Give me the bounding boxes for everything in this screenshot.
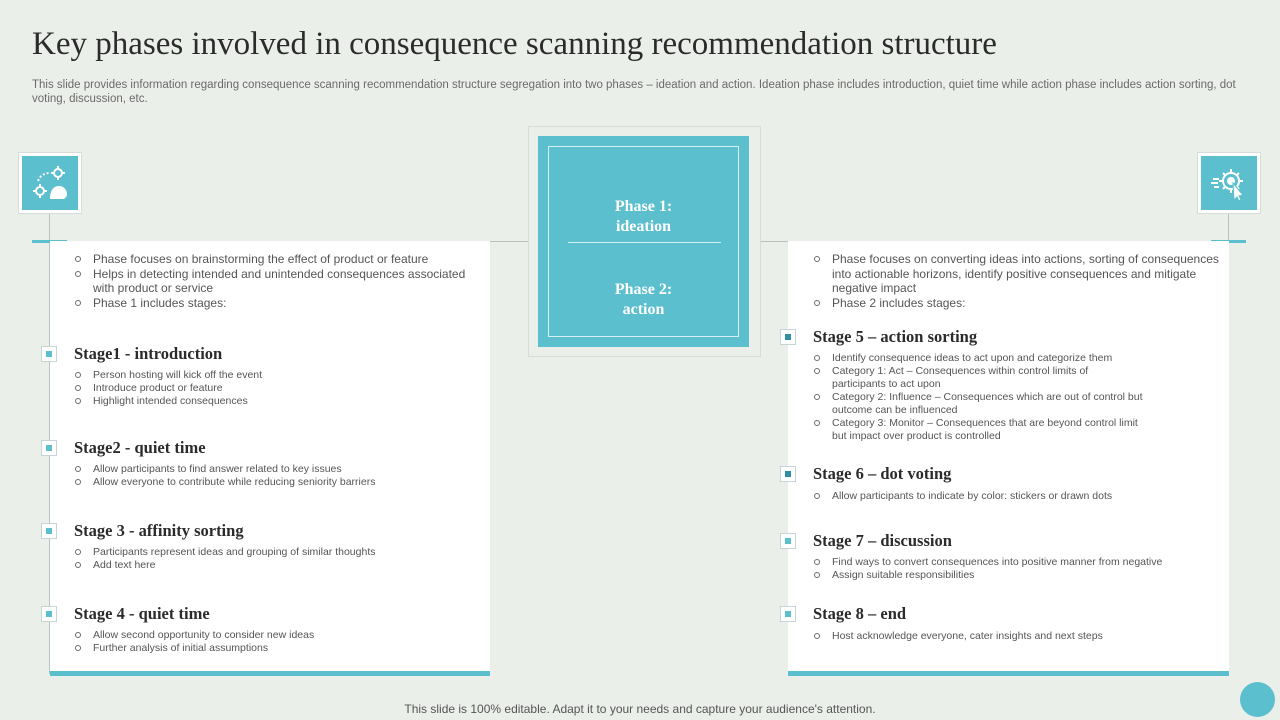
- stage7-title: Stage 7 – discussion: [813, 531, 952, 550]
- panel-accent-bar: [50, 671, 490, 676]
- stage3-marker: [41, 523, 57, 539]
- list-item: Phase focuses on converting ideas into actions, sorting of consequences into actionable horizons, identify positive consequences and mitigate negative impact: [813, 252, 1225, 296]
- phase1-label-line2: ideation: [615, 218, 672, 235]
- stage5-bullets: [813, 352, 1143, 443]
- list-item: Category 2: Influence – Consequences which are out of control but outcome can be influenced: [813, 391, 1143, 417]
- stage7-bullets: [813, 556, 1213, 582]
- panel-accent-bar: [788, 671, 1229, 676]
- cursor-gear-icon: [1197, 152, 1261, 214]
- list-item: Phase focuses on brainstorming the effect of product or feature: [74, 252, 474, 267]
- corner-circle-button[interactable]: [1240, 682, 1275, 717]
- phase-box-inner: [548, 146, 739, 337]
- phase-divider: [568, 242, 721, 243]
- stage2-bullets: [74, 463, 474, 489]
- list-item: Introduce product or feature: [74, 382, 474, 395]
- stage5-marker: [780, 329, 796, 345]
- list-item: Allow second opportunity to consider new ideas: [74, 629, 474, 642]
- list-item: Person hosting will kick off the event: [74, 369, 474, 382]
- stage6-title: Stage 6 – dot voting: [813, 464, 952, 483]
- list-item: Phase 1 includes stages:: [74, 296, 474, 311]
- stage3-title: Stage 3 - affinity sorting: [74, 521, 244, 540]
- stage2-title: Stage2 - quiet time: [74, 438, 206, 457]
- stage5-title: Stage 5 – action sorting: [813, 327, 978, 346]
- stage6-marker: [780, 466, 796, 482]
- stage4-bullets: [74, 629, 474, 655]
- list-item: Phase 2 includes stages:: [813, 296, 1225, 311]
- stage4-title: Stage 4 - quiet time: [74, 604, 210, 623]
- phase2-label-line2: action: [622, 301, 665, 318]
- stage8-bullets: [813, 630, 1213, 643]
- stage6-bullets: [813, 490, 1213, 503]
- page-subtitle: This slide provides information regarding consequence scanning recommendation structure segregation into two phases – ideation and action. Ideation phase includes introduction, quiet time while action phase includes action sorting, dot voting, discussion, etc.: [32, 79, 1236, 105]
- stage8-marker: [780, 606, 796, 622]
- stage3-bullets: [74, 546, 474, 572]
- phase2-label: [549, 280, 738, 320]
- list-item: Category 1: Act – Consequences within control limits of participants to act upon: [813, 365, 1143, 391]
- stage1-marker: [41, 346, 57, 362]
- list-item: Participants represent ideas and grouping of similar thoughts: [74, 546, 474, 559]
- page-title: Key phases involved in consequence scanning recommendation structure: [32, 26, 997, 62]
- footer-note: This slide is 100% editable. Adapt it to your needs and capture your audience's attention.: [404, 702, 876, 716]
- stage8-title: Stage 8 – end: [813, 604, 907, 623]
- stage4-marker: [41, 606, 57, 622]
- list-item: Find ways to convert consequences into positive manner from negative: [813, 556, 1213, 569]
- list-item: Category 3: Monitor – Consequences that are beyond control limit but impact over product is controlled: [813, 417, 1143, 443]
- brain-gears-icon: [18, 152, 82, 214]
- list-item: Assign suitable responsibilities: [813, 569, 1213, 582]
- stage1-title: Stage1 - introduction: [74, 344, 223, 363]
- phase1-intro-list: [74, 252, 474, 310]
- phase-box: [538, 136, 749, 347]
- left-connector-h: [490, 241, 528, 242]
- phase2-intro-list: [813, 252, 1225, 310]
- phase2-label-line1: Phase 2:: [614, 281, 673, 298]
- right-connector-h: [761, 241, 788, 242]
- stage2-marker: [41, 440, 57, 456]
- phase1-label-line1: Phase 1:: [614, 198, 673, 215]
- list-item: Allow participants to indicate by color: stickers or drawn dots: [813, 490, 1213, 503]
- stage1-bullets: [74, 369, 474, 408]
- list-item: Add text here: [74, 559, 474, 572]
- phase1-label: [549, 197, 738, 237]
- list-item: Host acknowledge everyone, cater insights and next steps: [813, 630, 1213, 643]
- list-item: Highlight intended consequences: [74, 395, 474, 408]
- list-item: Helps in detecting intended and unintended consequences associated with product or service: [74, 267, 474, 296]
- list-item: Identify consequence ideas to act upon and categorize them: [813, 352, 1143, 365]
- list-item: Allow everyone to contribute while reducing seniority barriers: [74, 476, 474, 489]
- list-item: Allow participants to find answer related to key issues: [74, 463, 474, 476]
- list-item: Further analysis of initial assumptions: [74, 642, 474, 655]
- stage7-marker: [780, 533, 796, 549]
